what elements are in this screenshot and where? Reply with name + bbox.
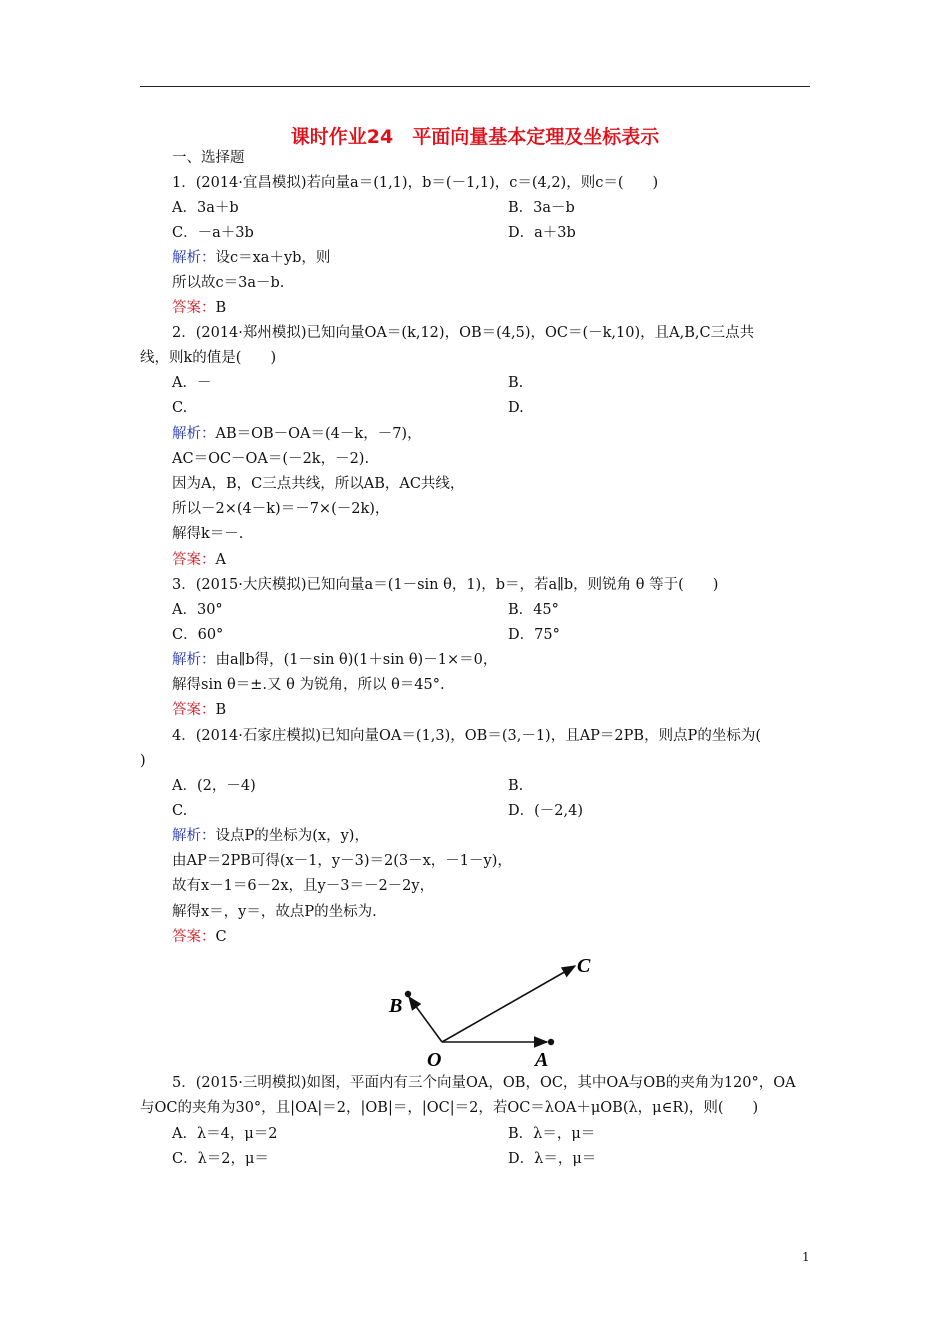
q3-option-c: C．60° — [172, 627, 224, 643]
q3-option-b: B．45° — [508, 602, 559, 618]
header-rule — [140, 86, 810, 87]
q4-stem-line-2: ) — [140, 753, 146, 769]
label-a: A — [535, 1049, 549, 1071]
q2-solution-line-3: 因为A，B，C三点共线，所以AB，AC共线， — [172, 476, 465, 492]
point-a-dot — [548, 1039, 554, 1045]
q3-solution-line-1: 解析：由a∥b得，(1－sin θ)(1＋sin θ)－1×＝0， — [172, 652, 498, 668]
q4-solution-line-3: 故有x－1＝6－2x，且y－3＝－2－2y， — [172, 878, 435, 894]
q3-solution-label: 解析： — [172, 652, 216, 668]
q2-option-a: A．－ — [172, 375, 212, 391]
q4-solution-label: 解析： — [172, 828, 216, 844]
q5-option-b: B．λ＝，μ＝ — [508, 1126, 596, 1142]
q4-option-d: D．(－2,4) — [508, 803, 583, 819]
q5-stem-line-1: 5．(2015·三明模拟)如图，平面内有三个向量OA，OB，OC，其中OA与OB的夹角为120°，OA — [172, 1075, 796, 1091]
vector-oc — [442, 966, 575, 1042]
q2-option-c: C. — [172, 400, 188, 416]
q1-option-b: B．3a－b — [508, 200, 575, 216]
q4-answer-label: 答案： — [172, 929, 216, 945]
point-b-dot — [405, 991, 411, 997]
q1-solution-line-2: 所以故c＝3a－b. — [172, 275, 285, 291]
q5-option-a: A．λ＝4，μ＝2 — [172, 1126, 278, 1142]
q5-option-d: D．λ＝，μ＝ — [508, 1151, 597, 1167]
q4-solution-line-4: 解得x＝，y＝，故点P的坐标为. — [172, 904, 377, 920]
label-o: O — [427, 1049, 442, 1071]
q1-solution-label: 解析： — [172, 250, 216, 266]
q1-solution-line-1: 解析：设c＝xa＋yb，则 — [172, 250, 331, 266]
q3-solution-line-2: 解得sin θ＝±.又 θ 为锐角，所以 θ＝45°. — [172, 677, 445, 693]
q4-solution-line-2: 由AP＝2PB可得(x－1，y－3)＝2(3－x，－1－y)， — [172, 853, 512, 869]
section-heading: 一、选择题 — [172, 150, 245, 166]
q3-option-a: A．30° — [172, 602, 223, 618]
q2-option-b: B. — [508, 375, 524, 391]
q2-answer: 答案：A — [172, 552, 226, 568]
q2-option-d: D. — [508, 400, 524, 416]
q2-solution-line-2: AC＝OC－OA＝(－2k，－2). — [172, 451, 370, 467]
q2-solution-line-1: 解析：AB＝OB－OA＝(4－k，－7)， — [172, 426, 422, 442]
q1-option-a: A．3a＋b — [172, 200, 239, 216]
q5-option-c: C．λ＝2，μ＝ — [172, 1151, 269, 1167]
vector-ob — [409, 997, 442, 1042]
q2-solution-label: 解析： — [172, 426, 216, 442]
q1-option-c: C．－a＋3b — [172, 225, 254, 241]
q4-option-a: A．(2，－4) — [172, 778, 256, 794]
q2-stem-line-2: 线，则k的值是( ) — [140, 350, 277, 366]
q3-option-d: D．75° — [508, 627, 560, 643]
q4-solution-line-1: 解析：设点P的坐标为(x，y)， — [172, 828, 369, 844]
q4-option-b: B. — [508, 778, 524, 794]
q5-stem-line-2: 与OC的夹角为30°，且|OA|＝2，|OB|＝，|OC|＝2，若OC＝λOA＋μOB(λ，μ∈R)，则( ) — [140, 1100, 759, 1116]
q2-answer-label: 答案： — [172, 552, 216, 568]
q1-stem: 1．(2014·宜昌模拟)若向量a＝(1,1)，b＝(－1,1)，c＝(4,2)，则c＝( ) — [172, 175, 659, 191]
q1-answer: 答案：B — [172, 300, 227, 316]
q4-stem-line-1: 4．(2014·石家庄模拟)已知向量OA＝(1,3)，OB＝(3,－1)，且AP＝2PB，则点P的坐标为( — [172, 728, 761, 744]
q1-option-d: D．a＋3b — [508, 225, 576, 241]
q2-stem-line-1: 2．(2014·郑州模拟)已知向量OA＝(k,12)，OB＝(4,5)，OC＝(－k,10)，且A,B,C三点共 — [172, 325, 755, 341]
page-number: 1 — [802, 1250, 810, 1264]
q3-answer-label: 答案： — [172, 702, 216, 718]
q1-answer-label: 答案： — [172, 300, 216, 316]
q3-stem: 3．(2015·大庆模拟)已知向量a＝(1－sin θ，1)，b＝，若a∥b，则锐角 θ 等于( ) — [172, 577, 719, 593]
q4-answer: 答案：C — [172, 929, 227, 945]
q2-solution-line-5: 解得k＝－. — [172, 526, 244, 542]
label-c: C — [577, 955, 591, 977]
q4-option-c: C. — [172, 803, 188, 819]
label-b: B — [389, 995, 403, 1017]
q3-answer: 答案：B — [172, 702, 227, 718]
vector-figure — [385, 950, 615, 1075]
q2-solution-line-4: 所以－2×(4－k)＝－7×(－2k)， — [172, 501, 390, 517]
page-title: 课时作业24 平面向量基本定理及坐标表示 — [290, 126, 660, 148]
